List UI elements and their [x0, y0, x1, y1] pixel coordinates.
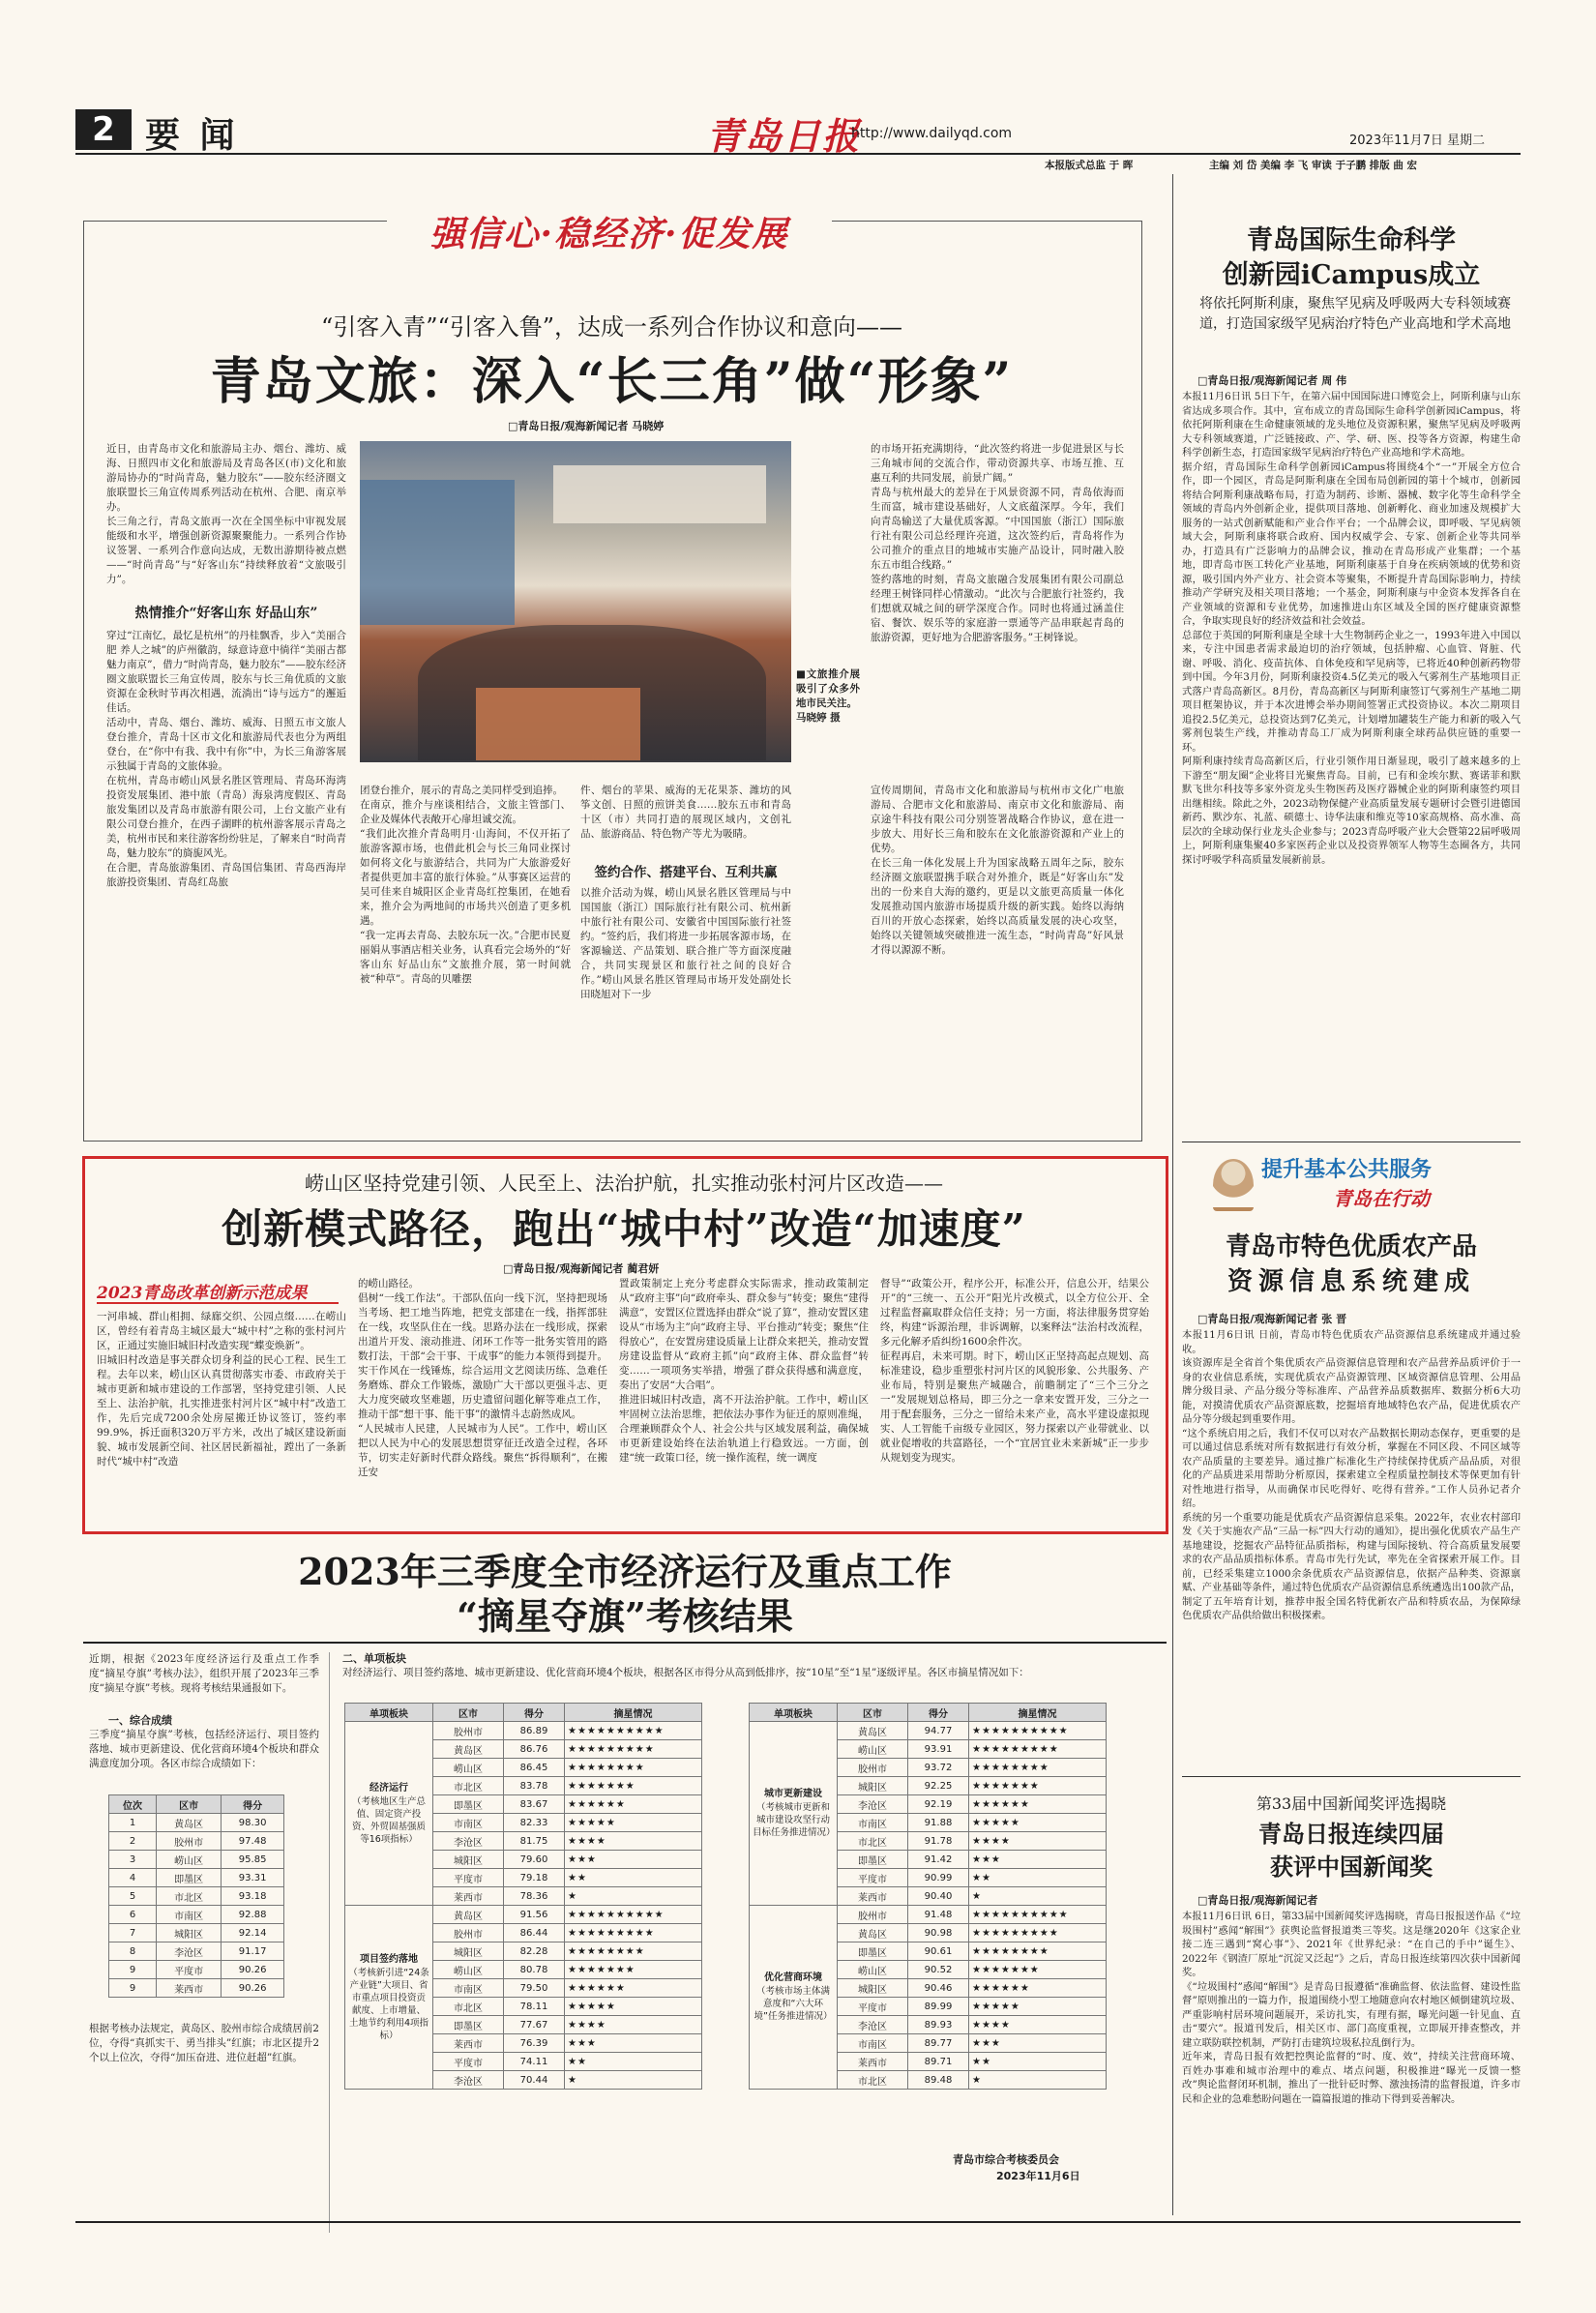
ranking-intro: 近期，根据《2023年度经济运行及重点工作季度“摘星夺旗”考核办法》，组织开展了2023年三季度“摘星夺旗”考核。现将考核结果通报如下。 [89, 1653, 319, 1694]
stars-cell: ★★★★★★ [565, 1795, 702, 1814]
district-cell: 崂山区 [157, 1851, 222, 1869]
stars-cell: ★★★★★★★★ [565, 1942, 702, 1961]
top-story-col3: 件、烟台的苹果、威海的无花果茶、潍坊的风筝文创、日照的煎饼美食……胶东五市和青岛十区（市）共同打造的展现区域内，文创礼品、旅游商品、特色物产等尤为吸睛。 [580, 785, 791, 840]
public-service-banner [1207, 1151, 1497, 1215]
district-cell: 即墨区 [838, 1942, 908, 1961]
score-cell: 91.17 [222, 1942, 284, 1961]
feature-byline: □青岛日报/观海新闻记者 蔺君妍 [503, 1262, 660, 1275]
photo-booth-shape [360, 480, 515, 625]
stars-cell: ★★★★ [565, 2016, 702, 2034]
ranking-row [109, 1924, 284, 1942]
ranking-rule [83, 1642, 1167, 1644]
stars-cell: ★★★★★★ [969, 1795, 1107, 1814]
agri-headline-2: 资源信息系统建成 [1227, 1267, 1475, 1296]
block-description: （考核地区生产总值、固定资产投资、外贸固基强质等16项指标） [351, 1795, 426, 1845]
district-cell: 李沧区 [838, 2016, 908, 2034]
score-cell: 83.78 [504, 1777, 565, 1795]
block-name-cell [345, 1722, 433, 1906]
feature-col2: 的崂山路径。 倡树“一线工作法”。干部队伍向一线下沉，坚持把现场当考场、把工地当阵地，把党支部建在一线，指挥部驻在一线，攻坚队住在一线。思路办法在一线形成，探索出道片开发、滚动推进、闭环工作等一批务实管用的路数打法，干部“会干事、干成事”的能力本领得到提升。实干作风在一线锤炼，综合运用文艺阅读历练、急难任务磨炼、群众工作锻炼，激励广大干部以更强斗志、更大力度突破攻坚难题，历史遗留问题化解等难点工作，推动干部“想干事、能干事”的激情斗志蔚然成风。 “人民城市人民建，人民城市为人民”。工作中，崂山区把以人民为中心的发展思想贯穿征迁改造全过程，各环节，切实走好新时代群众路线。聚焦“拆得顺利”，在搬迁安 [358, 1278, 607, 1478]
score-cell: 91.88 [908, 1814, 969, 1832]
district-cell: 平度市 [433, 1869, 504, 1887]
masthead-rule [75, 153, 1521, 155]
score-cell: 91.78 [908, 1832, 969, 1851]
top-story-col1b: 穿过“江南忆，最忆是杭州”的丹桂飘香，步入“美丽合肥 养人之城”的庐州徽韵，绿意诗意中徜徉“美丽古都 魅力南京”，借力“时尚青岛，魅力胶东”——胶东经济圈文旅联盟长三角宣传周，胶东与长三角优质的文旅资源在金秋时节再次相遇，流淌出“诗与远方”的邂逅佳话。 活动中，青岛、烟台、潍坊、威海、日照五市文旅人登台推介，青岛十区市文化和旅游局代表也分为两组登台，在“你中有我、我中有你”中，为长三角游客展示独属于青岛的文旅体验。 在杭州，青岛市崂山风景名胜区管理局、青岛环海湾投资发展集团、港中旅（青岛）海泉湾度假区、青岛旅发集团以及青岛市旅游有限公司，上台文旅产业有限公司登台推介，在西子湖畔的杭州游客展示青岛之美，杭州市民和来往游客纷纷驻足，了解来自“时尚青岛，魅力胶东”的旖旎风光。 在合肥，青岛旅游集团、青岛国信集团、青岛西海岸旅游投资集团、青岛红岛旅 [106, 630, 346, 888]
ranking-row [109, 1814, 284, 1832]
district-cell: 黄岛区 [838, 1924, 908, 1942]
block-name-cell [345, 1906, 433, 2090]
photo-caption: ■文旅推介展吸引了众多外地市民关注。 马晓婷 摄 [796, 668, 860, 724]
block-name-cell [750, 1906, 838, 2090]
stars-cell: ★★ [565, 2053, 702, 2071]
stars-cell: ★★★★★ [969, 1814, 1107, 1832]
block-name: 经济运行 [369, 1782, 408, 1794]
signature-date: 2023年11月6日 [996, 2170, 1080, 2182]
score-cell: 79.50 [504, 1979, 565, 1998]
score-cell: 89.71 [908, 2053, 969, 2071]
stars-cell: ★★★★ [969, 1832, 1107, 1851]
block-table-right [749, 1703, 1107, 2090]
score-cell: 83.67 [504, 1795, 565, 1814]
col-score: 得分 [908, 1704, 969, 1722]
district-cell: 胶州市 [838, 1906, 908, 1924]
col-score: 得分 [504, 1704, 565, 1722]
stars-cell: ★★★★★★★ [565, 1961, 702, 1979]
stars-cell: ★★★★★★★★★ [565, 1924, 702, 1942]
stars-cell: ★★ [969, 1869, 1107, 1887]
top-story-col2: 团登台推介，展示的青岛之美同样受到追捧。 在南京，推介与座谈相结合，文旅主管部门、企业及媒体代表敞开心扉坦诚交流。 “我们此次推介青岛明月·山海间，不仅开拓了旅游客源市场，也借此机会与长三角同业探讨如何将文化与旅游结合，共同为广大旅游爱好者提供更加丰富的旅行体验。”从事赛区运营的吴可佳来自城阳区企业青岛红控集团，在她看来，推介会为两地间的市场共兴创造了更多机遇。 “我一定再去青岛、去胶东玩一次。”合肥市民夏丽娟从事酒店相关业务，认真看完会场外的“好客山东 好品山东”文旅推介展，第一时间就被“种草”。青岛的贝雕摆 [360, 785, 571, 985]
stars-cell: ★★★ [969, 2034, 1107, 2053]
stars-cell: ★★★★★ [565, 1814, 702, 1832]
ranking-row [109, 1869, 284, 1887]
right-rule-2 [1182, 1776, 1521, 1777]
district-cell: 莱西市 [838, 2053, 908, 2071]
score-cell: 89.48 [908, 2071, 969, 2090]
reform-tag [97, 1279, 339, 1304]
score-cell: 90.26 [222, 1979, 284, 1998]
district-cell: 市北区 [838, 2071, 908, 2090]
score-cell: 86.76 [504, 1740, 565, 1759]
col-stars: 摘星情况 [565, 1704, 702, 1722]
district-cell: 黄岛区 [433, 1906, 504, 1924]
stars-cell: ★★★★★★★★★★ [969, 1722, 1107, 1740]
score-cell: 77.67 [504, 2016, 565, 2034]
rank-cell: 7 [109, 1924, 157, 1942]
block-table-right-header [750, 1704, 1107, 1722]
score-cell: 86.44 [504, 1924, 565, 1942]
top-story-kicker: “引客入青”“引客入鲁”，达成一系列合作协议和意向—— [320, 313, 903, 341]
score-cell: 81.75 [504, 1832, 565, 1851]
ranking-row [109, 1979, 284, 1998]
stars-cell: ★★★ [565, 1851, 702, 1869]
district-cell: 城阳区 [433, 1942, 504, 1961]
feature-headline: 创新模式路径，跑出“城中村”改造“加速度” [222, 1205, 1026, 1253]
col-district: 区市 [433, 1704, 504, 1722]
rank-cell: 8 [109, 1942, 157, 1961]
rank-cell: 9 [109, 1961, 157, 1979]
district-cell: 崂山区 [838, 1961, 908, 1979]
stars-cell: ★★★★★★★★★ [565, 1740, 702, 1759]
ranking-row [109, 1906, 284, 1924]
ranking-row [109, 1887, 284, 1906]
right-column-divider [1172, 174, 1173, 2215]
feature-col1: 一河串城、群山相拥、绿廊交织、公园点缀……在崂山区，曾经有着青岛主城区最大“城中村”之称的张村河片区，正通过实施旧城旧村改造实现“蝶变焕新”。 旧城旧村改造是事关群众切身利益的民心工程、民生工程。去年以来，崂山区认真贯彻落实市委、市政府关于城市更新和城市建设的工作部署，坚持党建引领、人民至上、法治护航，扎实推进张村河片区“城中村”改造工作，先后完成7200余处房屋搬迁协议签订，签约率99.9%，拆迁面积320万平方米，改出了城区建设新面貌、城市发展新空间、社区居民新福祉，蹚出了一条新时代“城中村”改造 [97, 1311, 346, 1468]
rank-cell: 3 [109, 1851, 157, 1869]
score-cell: 98.30 [222, 1814, 284, 1832]
campaign-banner [387, 207, 832, 261]
section2-text: 对经济运行、项目签约落地、城市更新建设、优化营商环境4个板块，根据各区市得分从高到低排序，按“10星”至“1星”逐级评星。各区市摘星情况如下： [342, 1667, 1029, 1678]
district-cell: 莱西市 [157, 1979, 222, 1998]
district-cell: 市南区 [433, 1814, 504, 1832]
top-story-subhead2: 签约合作、搭建平台、互利共赢 [594, 865, 778, 880]
score-cell: 74.11 [504, 2053, 565, 2071]
score-cell: 92.25 [908, 1777, 969, 1795]
district-cell: 平度市 [838, 1998, 908, 2016]
top-story-col1: 近日，由青岛市文化和旅游局主办、烟台、潍坊、威海、日照四市文化和旅游局及青岛各区(市)文化和旅游局协办的“时尚青岛，魅力胶东”——胶东经济圈文旅联盟长三角宣传周系列活动在杭州、合肥、南京举办。 长三角之行，青岛文旅再一次在全国坐标中审视发展能级和水平，增强创新资源聚聚能力。一系列合作协议签署、一系列合作意向达成，无数出游期待被点燃——“时尚青岛”与“好客山东”持续释放着“文旅吸引力”。 [106, 443, 346, 585]
footer-rule [75, 2221, 1521, 2223]
block-table-left [344, 1703, 702, 2090]
stars-cell: ★★★★★★★ [565, 1777, 702, 1795]
photo-table-shape [476, 688, 640, 760]
stars-cell: ★★★★★★ [565, 1979, 702, 1998]
issue-date: 2023年11月7日 星期二 [1349, 133, 1486, 148]
stars-cell: ★★★★★ [565, 1998, 702, 2016]
stars-cell: ★★★★★★★★ [565, 1759, 702, 1777]
district-cell: 胶州市 [433, 1722, 504, 1740]
reform-tag-text: 2023青岛改革创新示范成果 [97, 1284, 308, 1303]
ranking-headline-2: “摘星夺旗”考核结果 [457, 1594, 793, 1638]
district-cell: 即墨区 [157, 1869, 222, 1887]
stars-cell: ★★★★★★★ [969, 1961, 1107, 1979]
district-cell: 崂山区 [433, 1961, 504, 1979]
rank-cell: 2 [109, 1832, 157, 1851]
stars-cell: ★ [565, 2071, 702, 2090]
stars-cell: ★★★★ [969, 2016, 1107, 2034]
score-cell: 78.11 [504, 1998, 565, 2016]
score-cell: 80.78 [504, 1961, 565, 1979]
district-cell: 黄岛区 [157, 1814, 222, 1832]
stars-cell: ★★★★ [565, 1832, 702, 1851]
block-description: （考核市场主体满意度和“六大环境”任务推进情况） [754, 1986, 833, 2022]
agri-headline-1: 青岛市特色优质农产品 [1225, 1232, 1477, 1261]
score-cell: 78.36 [504, 1887, 565, 1906]
score-cell: 97.48 [222, 1832, 284, 1851]
district-cell: 市北区 [433, 1998, 504, 2016]
score-cell: 90.98 [908, 1924, 969, 1942]
top-story-headline: 青岛文旅：深入“长三角”做“形象” [210, 352, 1014, 411]
ranking-row [109, 1961, 284, 1979]
section2-title: 二、单项板块 [342, 1652, 406, 1665]
score-cell: 86.89 [504, 1722, 565, 1740]
score-cell: 89.99 [908, 1998, 969, 2016]
district-cell: 胶州市 [157, 1832, 222, 1851]
score-cell: 79.60 [504, 1851, 565, 1869]
top-story-col3b: 以推介活动为媒，崂山风景名胜区管理局与中国国旅（浙江）国际旅行社有限公司、杭州新中旅行社有限公司、安徽省中国国际旅行社签约。“签约后，我们将进一步拓展客源市场，在客源输送、产品策划、联合推广等方面深度融合，共同实现景区和旅行社之间的良好合作。”崂山风景名胜区管理局市场开发处副处长田晓旭对下一步 [580, 887, 791, 1000]
district-cell: 市南区 [157, 1906, 222, 1924]
ranking-row [109, 1942, 284, 1961]
stars-cell: ★ [969, 1887, 1107, 1906]
district-cell: 崂山区 [838, 1740, 908, 1759]
score-cell: 90.99 [908, 1869, 969, 1887]
district-cell: 市南区 [838, 2034, 908, 2053]
block-table-left-header [345, 1704, 702, 1722]
stars-cell: ★★★ [565, 2034, 702, 2053]
district-cell: 崂山区 [433, 1759, 504, 1777]
score-cell: 76.39 [504, 2034, 565, 2053]
score-cell: 92.19 [908, 1795, 969, 1814]
stars-cell: ★★★★★★★★ [969, 1942, 1107, 1961]
score-cell: 93.31 [222, 1869, 284, 1887]
score-cell: 70.44 [504, 2071, 565, 2090]
top-story-byline: □青岛日报/观海新闻记者 马晓婷 [508, 420, 665, 432]
pavilion-icon [1213, 1159, 1254, 1211]
score-cell: 91.48 [908, 1906, 969, 1924]
ranking-divider [329, 1652, 330, 2233]
district-cell: 平度市 [838, 1869, 908, 1887]
rank-cell: 1 [109, 1814, 157, 1832]
district-cell: 市南区 [433, 1979, 504, 1998]
stars-cell: ★★★★★★★★ [969, 1759, 1107, 1777]
district-cell: 黄岛区 [838, 1722, 908, 1740]
stars-cell: ★★ [969, 2053, 1107, 2071]
rank-cell: 4 [109, 1869, 157, 1887]
section-title: 要 闻 [145, 115, 239, 156]
col-rank: 位次 [109, 1795, 157, 1814]
ranking-row [109, 1832, 284, 1851]
stars-cell: ★★★★★ [969, 1998, 1107, 2016]
expo-photo [360, 441, 791, 762]
district-cell: 黄岛区 [433, 1740, 504, 1759]
newspaper-logo: 青岛日报 [706, 114, 862, 158]
district-cell: 平度市 [157, 1961, 222, 1979]
campaign-banner-text: 强信心·稳经济·促发展 [429, 214, 789, 254]
lifescience-body: 本报11月6日讯 5日下午，在第六届中国国际进口博览会上，阿斯利康与山东省达成多项合作。其中，宣布成立的青岛国际生命科学创新园iCampus，将依托阿斯利康在生命健康领域的龙头地位及资源积累，聚焦罕见病及呼吸两大专科领域赛道，广泛链接政、产、学、研、医、投等各方资源，构建生命科学创新生态，打造国家级罕见病治疗特色产业高地和学术高地。 据介绍，青岛国际生命科学创新园iCampus将围绕4个“一”开展全方位合作，即一个园区，青岛是阿斯利康在全国布局创新园的第十个城市，创新园将结合阿斯利康战略布局，打造为制药、诊断、器械、数字化等生命科学全领域的青岛内外创新企业，提供项目落地、创新孵化、商业加速及规模扩大服务的一站式创新赋能和产业合作平台；一个品牌会议，即呼吸、罕见病领域大会，阿斯利康将联合政府、国内权威学会、专家、创新企业等共同举办，打造具有广泛影响力的品牌会议，推动在青岛形成产业集群；一个基地，即青岛市医工转化产业基地，阿斯利康基于自身在疾病领域的优势和资源，吸引国内外产业方、社会资本等聚集，不断提升青岛国际影响力，持续推动产学研究及相关项目落地；一个基金，阿斯利康与中金资本发挥各自在产业领域的资源和专业优势，加速推进山东区域及全国的医疗健康资源整合，争取实现良好的经济效益和社会效益。 总部位于英国的阿斯利康是全球十大生物制药企业之一，1993年进入中国以来，专注中国患者需求最迫切的治疗领域，包括肿瘤、心血管、肾脏、代谢、呼吸、消化、疫苗抗体、自体免疫和罕见病等，已将近40种创新药物带到中国。今年3月份，阿斯利康投资4.5亿美元的吸入气雾剂生产基地项目正式落户青岛高新区。8月份，青岛高新区与阿斯利康签订气雾剂生产基地二期项目框架协议，并于本次进博会举办期间签署正式投资协议。本次二期项目追投2.5亿美元，总投资达到7亿美元，计划增加罐装生产能力和新的吸入气雾剂包装生产线，并推动青岛工厂成为阿斯利康全球药品供应链的重要一环。 阿斯利康持续青岛高新区后，行业引领作用日渐显现，吸引了越来越多的上下游至“朋友圈”企业将目光聚焦青岛。目前，已有和金埃尔默、赛诺菲和默默飞世尔科技等多家外资龙头生物医药及医疗器械企业的阿斯利康签约项目出继相续。除此之外，2023动物保健产业高质量发展专题研讨会暨引进德国新药、默沙东、礼蓝、硕德士、诗华法康和维克等10家高规格、高水准、高层次的全球动保行业龙头企业参与；2023青岛呼吸产业大会暨第22届呼吸周上，阿斯利康集聚40多家医药企业以及投资界领军人物等生态圈各方，共同探讨呼吸学科高质量发展新前景。 [1182, 391, 1521, 866]
award-body: 本报11月6日讯 6日，第33届中国新闻奖评选揭晓，青岛日报报送作品《“垃圾围村”惑闻“解围”》获舆论监督报道类三等奖。这是继2020年《这家企业接二连三遇到“窝心事”》、2021年《世界纪录：“在自己的手中”诞生》、2022年《钢渣厂原址“沉淀又泛起”》之后，青岛日报连续第四次获中国新闻奖。 《“垃圾围村”惑闻“解围”》是青岛日报遵循“准确监督、依法监督、建设性监督”原则推出的一篇力作，报道围绕小型工地随意向农村地区倾倒建筑垃圾、严重影响村居环境问题展开，采访扎实，有理有据，曝光问题一针见血、直击“要穴”。报道刊发后，相关区市、部门高度重视，立即展开排查整改，并建立联防联控机制，严防打击建筑垃圾私拉乱倒行为。 近年来，青岛日报有效把控舆论监督的“时、度、效”，持续关注营商环境、百姓办事难和城市治理中的难点、堵点问题，积极推进“曝光一反馈一整改”舆论监督闭环机制，推出了一批针砭时弊、激浊扬清的监督报道，许多市民和企业的急难愁盼问题在一篇篇报道的推动下得到妥善解决。 [1182, 1911, 1521, 2105]
score-cell: 92.14 [222, 1924, 284, 1942]
district-cell: 市北区 [157, 1887, 222, 1906]
section1-text: 三季度“摘星夺旗”考核，包括经济运行、项目签约落地、城市更新建设、优化营商环境4个板块和群众满意度加分项。各区市综合成绩如下： [89, 1729, 319, 1769]
score-cell: 79.18 [504, 1869, 565, 1887]
ranking-headline-1: 2023年三季度全市经济运行及重点工作 [298, 1550, 952, 1593]
score-cell: 90.52 [908, 1961, 969, 1979]
rank-cell: 9 [109, 1979, 157, 1998]
stars-cell: ★ [969, 2071, 1107, 2090]
district-cell: 即墨区 [433, 2016, 504, 2034]
score-cell: 89.77 [908, 2034, 969, 2053]
block-row [750, 1906, 1107, 1924]
stars-cell: ★★ [565, 1869, 702, 1887]
score-cell: 82.33 [504, 1814, 565, 1832]
district-cell: 城阳区 [838, 1777, 908, 1795]
award-headline-1: 青岛日报连续四届 [1258, 1820, 1444, 1848]
feature-col3: 置政策制定上充分考虑群众实际需求，推动政策制定从“政府主事”向“政府牵头、群众参与”转变；聚焦“建得满意”，安置区位置选择由群众“说了算”，推动安置区建设从“市场为主”向“政府主导、平台推动”转变；聚焦“住得放心”，在安置房建设质量上让群众来把关，推动安置房建设监督从“政府主抓”向“政府主体、群众监督”转变……一项项务实举措，增强了群众获得感和满意度，奏出了安居“大合唱”。 推进旧城旧村改造，离不开法治护航。工作中，崂山区牢固树立法治思维，把依法办事作为征迁的原则准绳，合理兼顾群众个人、社会公共与区域发展利益，确保城市更新建设始终在法治轨道上行稳致远。一方面，创建“统一政策口径，统一操作流程，统一调度 [619, 1278, 869, 1464]
score-cell: 91.42 [908, 1851, 969, 1869]
award-byline: □青岛日报/观海新闻记者 [1197, 1894, 1318, 1907]
block-name: 城市更新建设 [764, 1789, 822, 1799]
public-service-banner-title: 提升基本公共服务 [1261, 1157, 1433, 1182]
district-cell: 李沧区 [157, 1942, 222, 1961]
col-block: 单项板块 [750, 1704, 838, 1722]
score-cell: 93.72 [908, 1759, 969, 1777]
score-cell: 86.45 [504, 1759, 565, 1777]
top-story-col4: 的市场开拓充满期待，“此次签约将进一步促进景区与长三角城市间的交流合作，带动资源共享、市场互推、互惠互利的共同发展，前景广阔。” 青岛与杭州最大的差异在于风景资源不同，青岛依海而生而富，城市建设基础好，人文底蕴深厚。今年，我们向青岛输送了大量优质客源。“中国国旅（浙江）国际旅行社有限公司总经理许亮道，这次签约后，青岛将作为公司推介的重点目的地城市实施产品设计，同时融入胶东五市组合线路。” 签约落地的时刻，青岛文旅融合发展集团有限公司副总经理王树锋同样心情激动。“此次与合肥旅行社签约，我们想就双城之间的研学深度合作。同时也将通过涵盖住宿、餐饮、娱乐等的家庭游一票通等产品串联起青岛的旅游资源，更好地为合肥游客服务。”王树锋说。 [871, 443, 1124, 643]
rank-cell: 6 [109, 1906, 157, 1924]
district-cell: 即墨区 [838, 1851, 908, 1869]
public-service-banner-sub: 青岛在行动 [1333, 1187, 1430, 1210]
committee-signature: 青岛市综合考核委员会 [953, 2153, 1059, 2166]
district-cell: 城阳区 [433, 1851, 504, 1869]
score-cell: 90.46 [908, 1979, 969, 1998]
lifescience-deck: 将依托阿斯利康，聚焦罕见病及呼吸两大专科领域赛道，打造国家级罕见病治疗特色产业高地和学术高地 [1199, 296, 1511, 332]
district-cell: 李沧区 [433, 2071, 504, 2090]
ranking-conclusion: 根据考核办法规定，黄岛区、胶州市综合成绩居前2位，夺得“真抓实干、勇当排头”红旗；市北区提升2个以上位次，夺得“加压奋进、进位赶超”红旗。 [89, 2023, 319, 2063]
score-cell: 82.28 [504, 1942, 565, 1961]
district-cell: 市南区 [838, 1814, 908, 1832]
col-score: 得分 [222, 1795, 284, 1814]
stars-cell: ★★★★★★★★★ [969, 1924, 1107, 1942]
photo-banner-shape [553, 465, 766, 523]
stars-cell: ★★★★★★ [969, 1979, 1107, 1998]
col-stars: 摘星情况 [969, 1704, 1107, 1722]
district-cell: 市北区 [433, 1777, 504, 1795]
ranking-row [109, 1851, 284, 1869]
score-cell: 92.88 [222, 1906, 284, 1924]
score-cell: 91.56 [504, 1906, 565, 1924]
overall-ranking-table [108, 1794, 284, 1998]
col-district: 区市 [838, 1704, 908, 1722]
lifescience-headline-1: 青岛国际生命科学 [1247, 225, 1456, 255]
section1-title: 一、综合成绩 [108, 1714, 172, 1727]
top-story-subhead1: 热情推介“好客山东 好品山东” [134, 606, 318, 621]
col-district: 区市 [157, 1795, 222, 1814]
district-cell: 城阳区 [838, 1979, 908, 1998]
agri-byline: □青岛日报/观海新闻记者 张 晋 [1197, 1313, 1347, 1325]
score-cell: 90.40 [908, 1887, 969, 1906]
district-cell: 李沧区 [433, 1832, 504, 1851]
district-cell: 莱西市 [433, 1887, 504, 1906]
block-description: （考核新引进“24条产业链”大项目、省市重点项目投资贡献度、上市增量、土地节约利用4项指标） [348, 1967, 429, 2041]
district-cell: 城阳区 [157, 1924, 222, 1942]
stars-cell: ★★★★★★★★★ [969, 1740, 1107, 1759]
stars-cell: ★★★★★★★ [969, 1777, 1107, 1795]
stars-cell: ★★★★★★★★★★ [969, 1906, 1107, 1924]
score-cell: 90.61 [908, 1942, 969, 1961]
col-block: 单项板块 [345, 1704, 433, 1722]
score-cell: 95.85 [222, 1851, 284, 1869]
stars-cell: ★★★ [969, 1851, 1107, 1869]
top-story-col5: 宣传周期间，青岛市文化和旅游局与杭州市文化广电旅游局、合肥市文化和旅游局、南京市文化和旅游局、南京途牛科技有限公司分别签署战略合作协议，意在进一步放大、用好长三角和胶东在文化旅游资源和产业上的优势。 在长三角一体化发展上升为国家战略五周年之际，胶东经济圈文旅联盟携手联合对外推介，既是“好客山东”发出的一份来自大海的邀约，更是以文旅更高质量一体化发展推动国内旅游市场提质升级的新实践。始终以海纳百川的开放心态探索，始终以高质量发展的决心攻坚，始终以关键领域突破推进一流生态，“时尚青岛”好风景才得以源源不断。 [871, 785, 1124, 956]
block-name: 项目签约落地 [360, 1953, 418, 1965]
district-cell: 胶州市 [838, 1759, 908, 1777]
editor-credit-right: 主编 刘 岱 美编 李 飞 审读 于子鹏 排版 曲 宏 [1209, 160, 1418, 171]
district-cell: 胶州市 [433, 1924, 504, 1942]
block-row [345, 1906, 702, 1924]
district-cell: 即墨区 [433, 1795, 504, 1814]
agri-body: 本报11月6日讯 日前，青岛市特色优质农产品资源信息系统建成并通过验收。 该资源库是全省首个集优质农产品资源信息管理和农产品营养品质评价于一身的农业信息系统，实现优质农产品资源管理、区域资源信息管理、公用品牌分级目录、产品分级分等标准库、产品营养品质数据库、数据分析6大功能，对摸清优质农产品资源底数，挖掘培育地域特色农产品，促进优质农产品分等分级起到重要作用。 “这个系统启用之后，我们不仅可以对农产品数据长期动态保存，更重要的是可以通过信息系统对所有数据进行有效分析，掌握在不同区段、不同区域等农产品质量的主要差异。通过推广标准化生产持续保持优质产品品质，对很化的产品质进采用帮助分析原因，探索建立全程质量控制技术等保更加有针对性地进行指导，从而确保市民吃得好、吃得有营养。”工作人员孙记者介绍。 系统的另一个重要功能是优质农产品资源信息采集。2022年，农业农村部印发《关于实施农产品“三品一标”四大行动的通知》，提出强化优质农产品生产基地建设，挖掘农产品特征品质指标，构建与国际接轨、符合高质量发展要求的农产品品质指标体系。青岛市先行先试，率先在全省探索开展工作。目前，已经采集建立1000余条优质农产品资源信息，依据产品种类、资源禀赋、产业基础等条件，通过特色优质农产品资源信息系统遴选出100款产品，制定了五年培育计划，推荐申报全国名特优新农产品和特质农品，为保障绿色优质农产品供给做出积极探索。 [1182, 1329, 1521, 1621]
feature-kicker: 崂山区坚持党建引领、人民至上、法治护航，扎实推动张村河片区改造—— [305, 1171, 943, 1195]
district-cell: 市北区 [838, 1832, 908, 1851]
block-name-cell [750, 1722, 838, 1906]
score-cell: 93.91 [908, 1740, 969, 1759]
page-number-box: 2 [75, 109, 132, 150]
editor-credit-left: 本报版式总监 于 晖 [1045, 160, 1134, 171]
stars-cell: ★★★★★★★★★★ [565, 1722, 702, 1740]
block-description: （考核城市更新和城市建设攻坚行动目标任务推进情况） [753, 1802, 836, 1838]
stars-cell: ★★★★★★★★★★ [565, 1906, 702, 1924]
block-name: 优化营商环境 [764, 1972, 822, 1983]
district-cell: 平度市 [433, 2053, 504, 2071]
stars-cell: ★ [565, 1887, 702, 1906]
score-cell: 93.18 [222, 1887, 284, 1906]
score-cell: 89.93 [908, 2016, 969, 2034]
district-cell: 李沧区 [838, 1795, 908, 1814]
award-headline-2: 获评中国新闻奖 [1270, 1853, 1433, 1881]
score-cell: 94.77 [908, 1722, 969, 1740]
rank-cell: 5 [109, 1887, 157, 1906]
award-kicker: 第33届中国新闻奖评选揭晓 [1256, 1794, 1447, 1813]
block-row [345, 1722, 702, 1740]
district-cell: 莱西市 [838, 1887, 908, 1906]
lifescience-byline: □青岛日报/观海新闻记者 周 伟 [1197, 374, 1347, 387]
block-row [750, 1722, 1107, 1740]
website-url[interactable]: http://www.dailyqd.com [851, 126, 1013, 141]
feature-col4: 督导”“政策公开，程序公开，标准公开，信息公开，结果公开”的“三统一、五公开”阳光片改模式，以全方位公开、全过程监督赢取群众信任支持；另一方面，将法律服务贯穿始终，构建“诉源治理，非诉调解，以案释法”法治村改流程，多元化解矛盾纠纷1600余件次。 征程再启，未来可期。时下，崂山区正坚持高起点规划、高标准建设，稳步重塑张村河片区的风貌形象、公共服务、产业布局，特别是聚焦产城融合，前瞻制定了“三个三分之一”发展规划总格局，即三分之一拿来安置开发，三分之一用于配套服务，三分之一留给未来产业，高水平建设虚拟现实、人工智能千亩级专业园区，努力探索以产业带就业、以就业促增收的共富路径，一个“宜居宜业未来新城”正一步步从规划变为现实。 [880, 1278, 1149, 1464]
overall-ranking-header [109, 1795, 284, 1814]
district-cell: 莱西市 [433, 2034, 504, 2053]
score-cell: 90.26 [222, 1961, 284, 1979]
lifescience-headline-2: 创新园iCampus成立 [1222, 260, 1481, 290]
